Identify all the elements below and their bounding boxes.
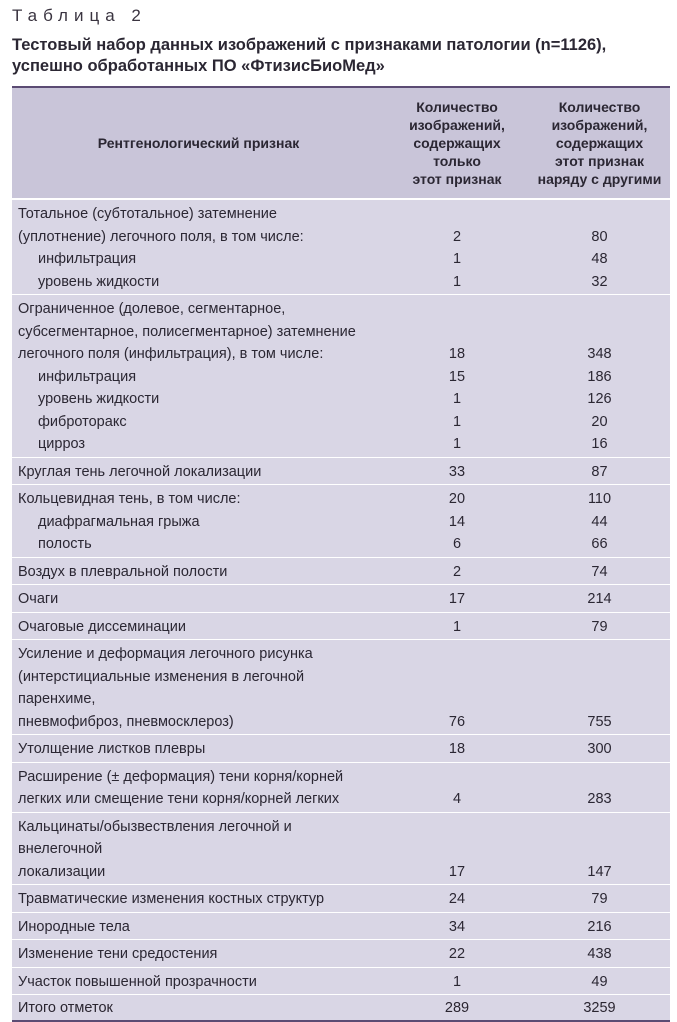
feature-line: пневмофиброз, пневмосклероз) xyxy=(18,713,234,730)
table-row xyxy=(12,612,670,640)
others-count-cell xyxy=(529,199,670,295)
count-value: 214 xyxy=(587,591,612,607)
only-count-cell xyxy=(385,967,529,995)
others-count-cell xyxy=(529,585,670,613)
feature-line: инфильтрация xyxy=(38,251,137,267)
feature-line: полость xyxy=(38,536,92,552)
count-value xyxy=(391,203,523,226)
count-value: 1 xyxy=(452,251,462,267)
count-value xyxy=(535,838,664,861)
header-only-this xyxy=(385,88,529,199)
table-row xyxy=(12,295,670,458)
feature-cell xyxy=(12,967,385,995)
count-value: 34 xyxy=(448,918,466,935)
only-count-cell xyxy=(385,940,529,968)
only-count-cell xyxy=(385,485,529,558)
feature-line: Кольцевидная тень, в том числе: xyxy=(18,491,241,507)
feature-line: субсегментарное, полисегментарное) затемнение xyxy=(18,323,356,340)
count-value: 110 xyxy=(587,491,612,507)
count-value: 79 xyxy=(591,618,608,635)
others-count-cell xyxy=(529,735,670,763)
table-row xyxy=(12,585,670,613)
count-value xyxy=(391,666,523,689)
count-value: 438 xyxy=(587,946,612,962)
others-count-cell xyxy=(529,885,670,913)
count-value xyxy=(535,298,664,321)
count-value: 48 xyxy=(591,251,608,267)
count-value: 283 xyxy=(587,791,612,807)
others-count-cell xyxy=(529,912,670,940)
only-count-cell xyxy=(385,885,529,913)
others-count-cell xyxy=(529,640,670,735)
count-value: 186 xyxy=(587,368,612,385)
count-value: 1 xyxy=(452,413,462,430)
table-row xyxy=(12,912,670,940)
feature-cell xyxy=(12,485,385,558)
count-value: 17 xyxy=(448,591,466,607)
table-row xyxy=(12,640,670,735)
others-count-cell xyxy=(529,557,670,585)
count-value: 44 xyxy=(591,513,608,530)
table-row xyxy=(12,885,670,913)
table-row xyxy=(12,940,670,968)
count-value: 1 xyxy=(452,273,462,290)
count-value xyxy=(391,838,523,861)
count-value: 20 xyxy=(591,413,608,430)
count-value: 755 xyxy=(587,713,612,730)
feature-line: Ограниченное (долевое, сегментарное, xyxy=(18,301,286,317)
feature-line: Очаговые диссеминации xyxy=(18,618,186,635)
count-value: 18 xyxy=(448,346,466,362)
feature-line: Инородные тела xyxy=(18,918,130,935)
total-only: 289 xyxy=(385,995,529,1022)
only-count-cell xyxy=(385,557,529,585)
count-value: 74 xyxy=(591,563,608,580)
count-value: 87 xyxy=(591,463,608,480)
only-count-cell xyxy=(385,199,529,295)
count-value xyxy=(535,321,664,344)
count-value: 80 xyxy=(591,228,608,245)
feature-cell xyxy=(12,295,385,458)
feature-cell xyxy=(12,812,385,885)
count-value: 348 xyxy=(587,346,612,362)
count-value: 66 xyxy=(591,536,608,552)
header-others-line: изображений, xyxy=(551,117,648,133)
feature-line: Кальцинаты/обызвествления легочной и внелегочной xyxy=(18,818,292,857)
header-only-line: изображений, xyxy=(409,117,505,133)
feature-line: Расширение (± деформация) тени корня/корней xyxy=(18,768,344,785)
feature-line: Тотальное (субтотальное) затемнение xyxy=(18,206,277,222)
table-header-row xyxy=(12,88,670,199)
feature-line: легочного поля (инфильтрация), в том числе: xyxy=(18,346,324,362)
only-count-cell xyxy=(385,585,529,613)
others-count-cell xyxy=(529,612,670,640)
feature-cell xyxy=(12,940,385,968)
count-value: 126 xyxy=(587,391,612,407)
others-count-cell xyxy=(529,457,670,485)
feature-line: Круглая тень легочной локализации xyxy=(18,463,262,480)
count-value: 18 xyxy=(448,741,466,757)
data-table-wrapper xyxy=(12,86,670,1022)
table-row xyxy=(12,457,670,485)
table-row xyxy=(12,735,670,763)
count-value: 147 xyxy=(587,863,612,880)
feature-line: диафрагмальная грыжа xyxy=(38,513,200,530)
feature-cell xyxy=(12,612,385,640)
count-value xyxy=(391,321,523,344)
others-count-cell xyxy=(529,940,670,968)
feature-cell xyxy=(12,585,385,613)
only-count-cell xyxy=(385,295,529,458)
total-others: 3259 xyxy=(529,995,670,1022)
others-count-cell xyxy=(529,762,670,812)
feature-line: уровень жидкости xyxy=(38,273,160,290)
count-value: 2 xyxy=(452,563,462,580)
feature-line: легких или смещение тени корня/корней легких xyxy=(18,791,340,807)
header-others-line: этот признак xyxy=(555,153,644,169)
count-value: 1 xyxy=(452,391,462,407)
only-count-cell xyxy=(385,457,529,485)
count-value: 1 xyxy=(452,436,462,452)
feature-line: Очаги xyxy=(18,591,59,607)
table-row xyxy=(12,812,670,885)
feature-line: уровень жидкости xyxy=(38,391,160,407)
count-value: 17 xyxy=(448,863,466,880)
table-label: Таблица 2 xyxy=(12,6,147,25)
count-value: 24 xyxy=(448,891,466,907)
table-row xyxy=(12,199,670,295)
total-label: Итого отметок xyxy=(12,995,385,1022)
only-count-cell xyxy=(385,912,529,940)
feature-line: Воздух в плевральной полости xyxy=(18,563,228,580)
header-only-line: этот признак xyxy=(412,171,502,187)
count-value: 14 xyxy=(448,513,466,530)
feature-line: Изменение тени средостения xyxy=(18,946,218,962)
count-value xyxy=(535,766,664,789)
feature-line: фиброторакс xyxy=(38,413,127,430)
count-value: 79 xyxy=(591,891,608,907)
count-value: 22 xyxy=(448,946,466,962)
header-others-line: наряду с другими xyxy=(537,171,662,187)
others-count-cell xyxy=(529,295,670,458)
table-body xyxy=(12,199,670,995)
others-count-cell xyxy=(529,485,670,558)
feature-line: Утолщение листков плевры xyxy=(18,741,206,757)
count-value: 32 xyxy=(591,273,608,290)
only-count-cell xyxy=(385,640,529,735)
count-value xyxy=(391,298,523,321)
count-value: 6 xyxy=(452,536,462,552)
data-table xyxy=(12,88,670,1022)
header-others-line: содержащих xyxy=(555,135,644,151)
feature-cell xyxy=(12,557,385,585)
header-feature: Рентгенологический признак xyxy=(12,88,385,199)
header-others-line: Количество xyxy=(558,99,641,115)
count-value: 300 xyxy=(587,741,612,757)
only-count-cell xyxy=(385,735,529,763)
count-value: 15 xyxy=(448,368,466,385)
header-only-line: Количество xyxy=(416,99,498,115)
others-count-cell xyxy=(529,812,670,885)
count-value: 4 xyxy=(452,791,462,807)
count-value: 1 xyxy=(452,973,462,990)
header-only-line: содержащих только xyxy=(413,135,501,169)
total-row xyxy=(12,995,670,1022)
count-value xyxy=(391,766,523,789)
count-value: 16 xyxy=(591,436,608,452)
feature-line: инфильтрация xyxy=(38,368,137,385)
table-row xyxy=(12,967,670,995)
count-value xyxy=(535,203,664,226)
others-count-cell xyxy=(529,967,670,995)
count-value: 76 xyxy=(448,713,466,730)
feature-line: Травматические изменения костных структур xyxy=(18,891,325,907)
header-with-others xyxy=(529,88,670,199)
feature-cell xyxy=(12,640,385,735)
feature-cell xyxy=(12,457,385,485)
count-value: 33 xyxy=(448,463,466,480)
feature-line: Усиление и деформация легочного рисунка xyxy=(18,646,313,662)
feature-line: (интерстициальные изменения в легочной паренхиме, xyxy=(18,668,305,707)
count-value xyxy=(391,688,523,711)
table-title: Тестовый набор данных изображений с признаками патологии (n=1126), успешно обработанных ПО «ФтизисБиоМед» xyxy=(12,36,607,75)
count-value xyxy=(535,666,664,689)
feature-cell xyxy=(12,885,385,913)
count-value: 2 xyxy=(452,228,462,245)
feature-cell xyxy=(12,199,385,295)
feature-cell xyxy=(12,912,385,940)
count-value: 20 xyxy=(448,491,466,507)
table-row xyxy=(12,762,670,812)
feature-cell xyxy=(12,735,385,763)
table-row xyxy=(12,557,670,585)
feature-line: Участок повышенной прозрачности xyxy=(18,973,257,990)
only-count-cell xyxy=(385,762,529,812)
feature-line: локализации xyxy=(18,863,106,880)
only-count-cell xyxy=(385,612,529,640)
feature-cell xyxy=(12,762,385,812)
feature-line: цирроз xyxy=(38,436,86,452)
table-row xyxy=(12,485,670,558)
feature-line: (уплотнение) легочного поля, в том числе: xyxy=(18,228,304,245)
count-value: 1 xyxy=(452,618,462,635)
count-value xyxy=(535,688,664,711)
count-value: 216 xyxy=(587,918,612,935)
only-count-cell xyxy=(385,812,529,885)
count-value: 49 xyxy=(591,973,608,990)
